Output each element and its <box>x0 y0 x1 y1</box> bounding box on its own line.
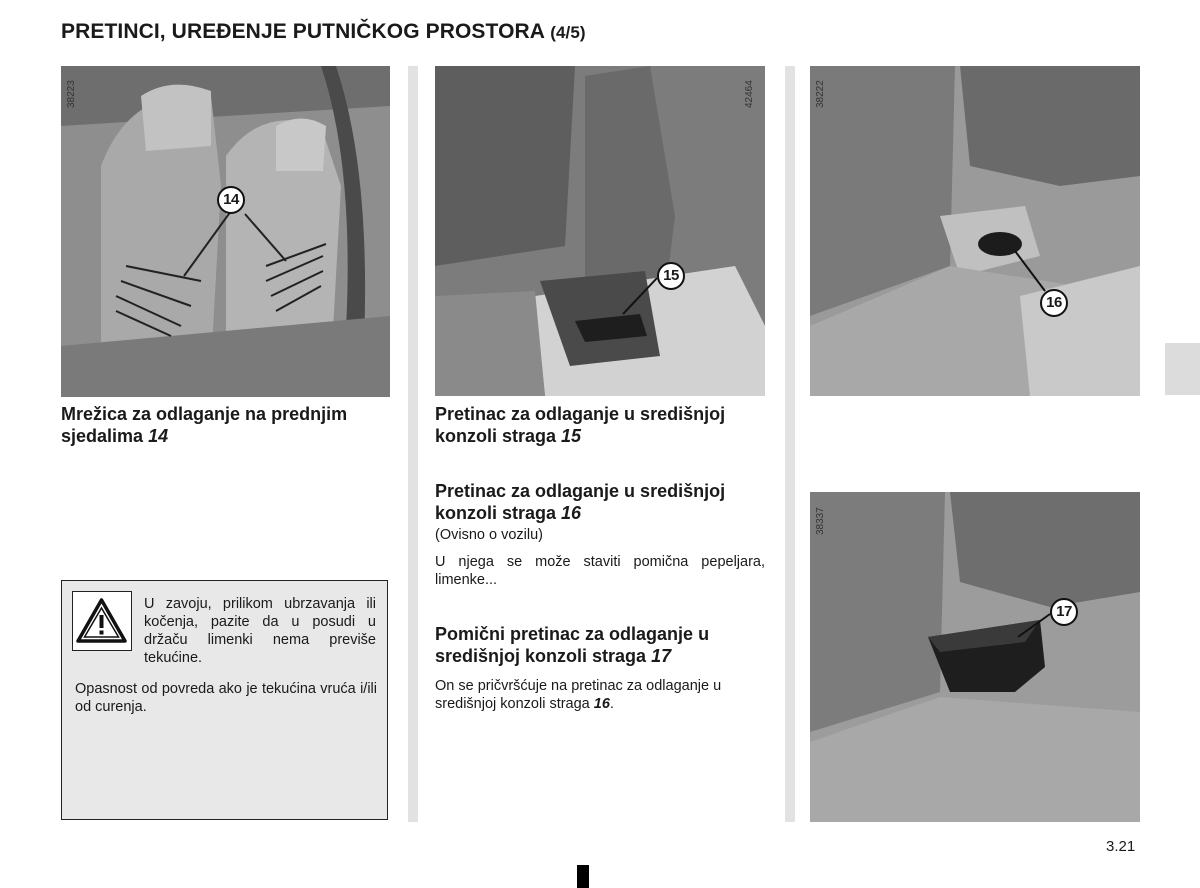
page-title-suffix: (4/5) <box>550 23 586 42</box>
body-text: On se pričvršćuje na pretinac za odlaganje u središnjoj konzoli straga <box>435 678 722 712</box>
warning-triangle-icon <box>72 591 132 651</box>
page-title-text: PRETINCI, UREĐENJE PUTNIČKOG PROSTORA <box>61 20 545 43</box>
photo-ref-38222: 38222 <box>815 80 826 108</box>
warning-text-1: U zavoju, prilikom ubrzavanja ili kočenja, pazite da u posudi u držaču limenki nema previše tekućine. <box>144 596 376 666</box>
heading-console-16 <box>435 480 755 524</box>
body-ref-number: 16 <box>593 696 610 712</box>
warning-box <box>61 580 388 820</box>
body-console-16: U njega se može staviti pomična pepeljara, limenke... <box>435 554 765 588</box>
heading-ref-number: 17 <box>651 646 672 666</box>
photo-console-15 <box>435 66 765 396</box>
page-number: 3.21 <box>1106 838 1136 855</box>
body-console-17 <box>435 677 767 713</box>
callout-14: 14 <box>217 186 245 214</box>
photo-front-seat-nets <box>61 66 390 397</box>
heading-text: Pretinac za odlaganje u središnjoj konzoli straga <box>435 404 726 446</box>
column-divider-1 <box>408 66 418 822</box>
page-marker <box>577 865 589 888</box>
page-title <box>61 20 586 44</box>
photo-ref-38337: 38337 <box>815 507 826 535</box>
column-divider-2 <box>785 66 795 822</box>
heading-ref-number: 15 <box>561 426 582 446</box>
heading-ref-number: 16 <box>561 503 582 523</box>
callout-15: 15 <box>657 262 685 290</box>
heading-console-15 <box>435 403 755 447</box>
photo-console-17 <box>810 492 1140 822</box>
heading-console-17 <box>435 623 765 667</box>
photo-ref-38223: 38223 <box>66 80 77 108</box>
callout-16: 16 <box>1040 289 1068 317</box>
warning-text-2: Opasnost od povreda ako je tekućina vruća i/ili od curenja. <box>75 681 377 715</box>
heading-ref-number: 14 <box>148 426 169 446</box>
heading-text: Mrežica za odlaganje na prednjim sjedalima <box>61 404 348 446</box>
body-end: . <box>609 696 614 712</box>
note-depending-on-vehicle: (Ovisno o vozilu) <box>435 527 543 543</box>
chapter-tab <box>1165 343 1200 395</box>
photo-ref-42464: 42464 <box>744 80 755 108</box>
callout-17: 17 <box>1050 598 1078 626</box>
heading-text: Pomični pretinac za odlaganje u središnjoj konzoli straga <box>435 624 710 666</box>
photo-console-16 <box>810 66 1140 396</box>
heading-front-seat-nets <box>61 403 351 447</box>
heading-text: Pretinac za odlaganje u središnjoj konzoli straga <box>435 481 726 523</box>
